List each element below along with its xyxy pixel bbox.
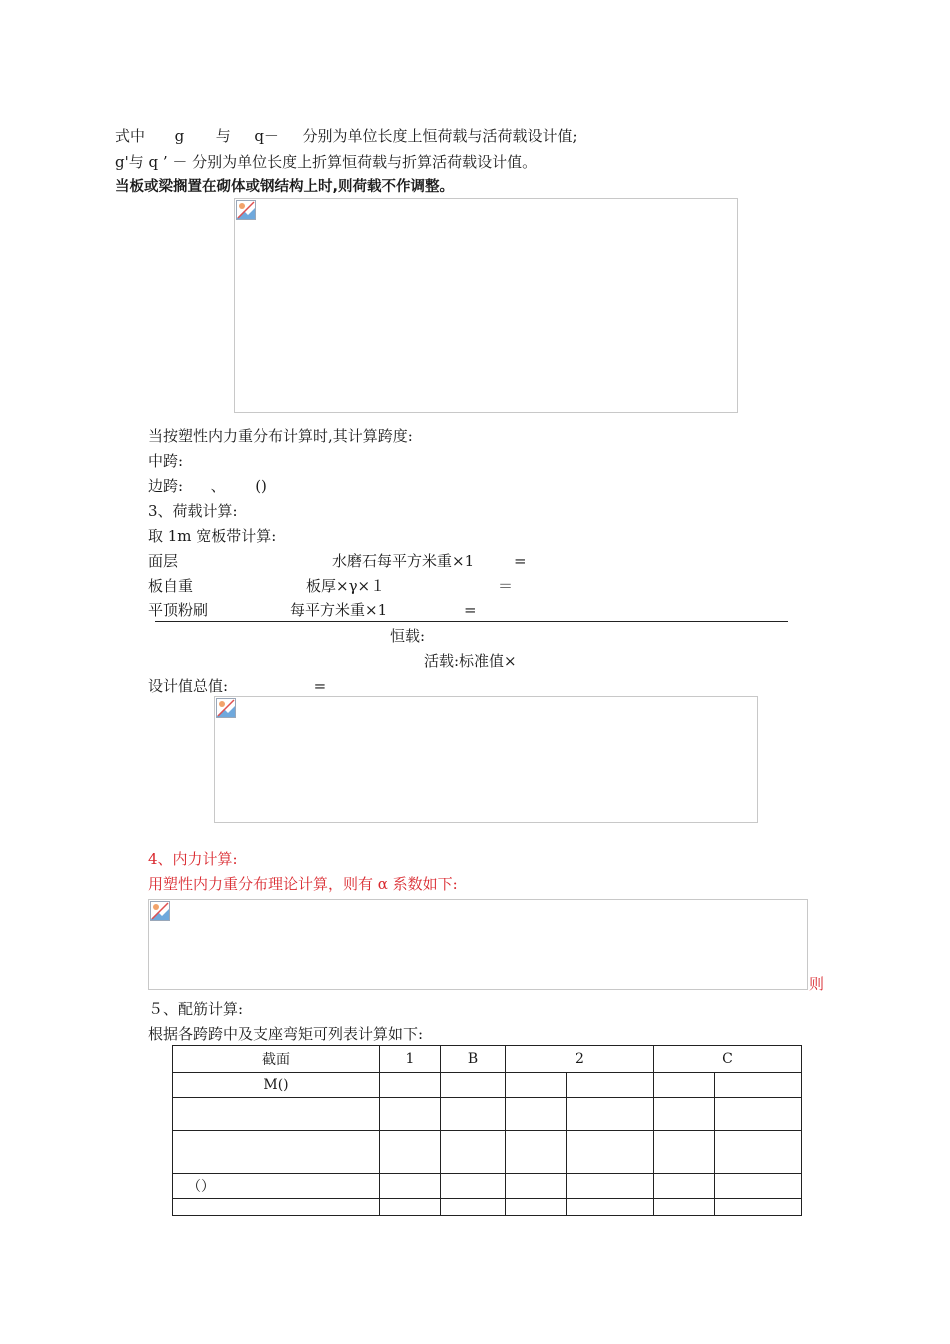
- intro-prefix: 式中: [115, 127, 146, 145]
- formula-image-1: [234, 198, 738, 413]
- row-label: [173, 1131, 380, 1174]
- load-row-name: 平顶粉刷: [148, 601, 209, 619]
- internal-then: 则: [809, 975, 825, 993]
- live-load: 活载:标准值×: [424, 652, 517, 670]
- intro-line-1: [115, 126, 578, 146]
- load-row-formula: 板厚×γ×１: [306, 577, 386, 595]
- design-total-label: 设计值总值:: [148, 677, 229, 695]
- load-row-name: 板自重: [148, 577, 194, 595]
- table-header-cell: B: [441, 1046, 506, 1073]
- load-basis: 取 1m 宽板带计算:: [148, 527, 277, 545]
- intro-and: 与: [215, 127, 231, 145]
- table-header-cell: 1: [380, 1046, 441, 1073]
- design-total-eq: =: [313, 677, 327, 695]
- symbol-q: q－: [254, 127, 279, 145]
- table-header-cell: C: [654, 1046, 802, 1073]
- intro-line-2: g'与 q ’ － 分别为单位长度上折算恒荷载与折算活荷载设计值。: [115, 153, 538, 171]
- load-row-eq: =: [464, 601, 477, 619]
- broken-image-icon: [150, 901, 170, 921]
- row-label: M(): [173, 1073, 380, 1098]
- dead-load: 恒载:: [390, 627, 426, 645]
- span-edge: [148, 476, 267, 496]
- table-row: [173, 1098, 802, 1131]
- load-heading: 3、荷载计算:: [148, 502, 238, 520]
- span-edge-paren: (): [255, 477, 267, 495]
- intro-line-3: 当板或梁搁置在砌体或钢结构上时,则荷载不作调整。: [115, 179, 455, 195]
- alpha-coefficient-image: [148, 899, 808, 990]
- span-middle: 中跨:: [148, 452, 184, 470]
- table-header-cell: 2: [506, 1046, 654, 1073]
- table-row: [173, 1174, 802, 1199]
- formula-image-2: [214, 696, 758, 823]
- load-row-formula: 水磨石每平方米重×1: [332, 552, 475, 570]
- row-label: （）: [173, 1174, 380, 1199]
- rebar-heading: ５、配筋计算:: [148, 1000, 244, 1018]
- sum-rule: [155, 621, 788, 622]
- load-row-eq: ＝: [498, 577, 514, 595]
- rebar-desc: 根据各跨跨中及支座弯矩可列表计算如下:: [148, 1025, 424, 1043]
- table-row: [173, 1199, 802, 1216]
- internal-desc: 用塑性内力重分布理论计算，则有 α 系数如下:: [148, 875, 458, 893]
- table-header-row: [173, 1046, 802, 1073]
- span-edge-sep: 、: [210, 477, 226, 495]
- row-label: [173, 1098, 380, 1131]
- load-row-name: 面层: [148, 552, 179, 570]
- table-row: [173, 1131, 802, 1174]
- table-header-cell: 截面: [173, 1046, 380, 1073]
- load-row-formula: 每平方米重×1: [290, 601, 388, 619]
- design-total: [148, 676, 326, 696]
- rebar-table: [172, 1045, 802, 1216]
- intro-line-1-rest: 分别为单位长度上恒荷载与活荷载设计值;: [302, 127, 578, 145]
- internal-heading: 4、内力计算:: [148, 850, 238, 868]
- symbol-g: g: [174, 127, 185, 145]
- broken-image-icon: [216, 698, 236, 718]
- broken-image-icon: [236, 200, 256, 220]
- span-edge-label: 边跨:: [148, 477, 184, 495]
- table-row: [173, 1073, 802, 1098]
- load-row-eq: =: [514, 552, 527, 570]
- row-label: [173, 1199, 380, 1216]
- span-intro: 当按塑性内力重分布计算时,其计算跨度:: [148, 427, 413, 445]
